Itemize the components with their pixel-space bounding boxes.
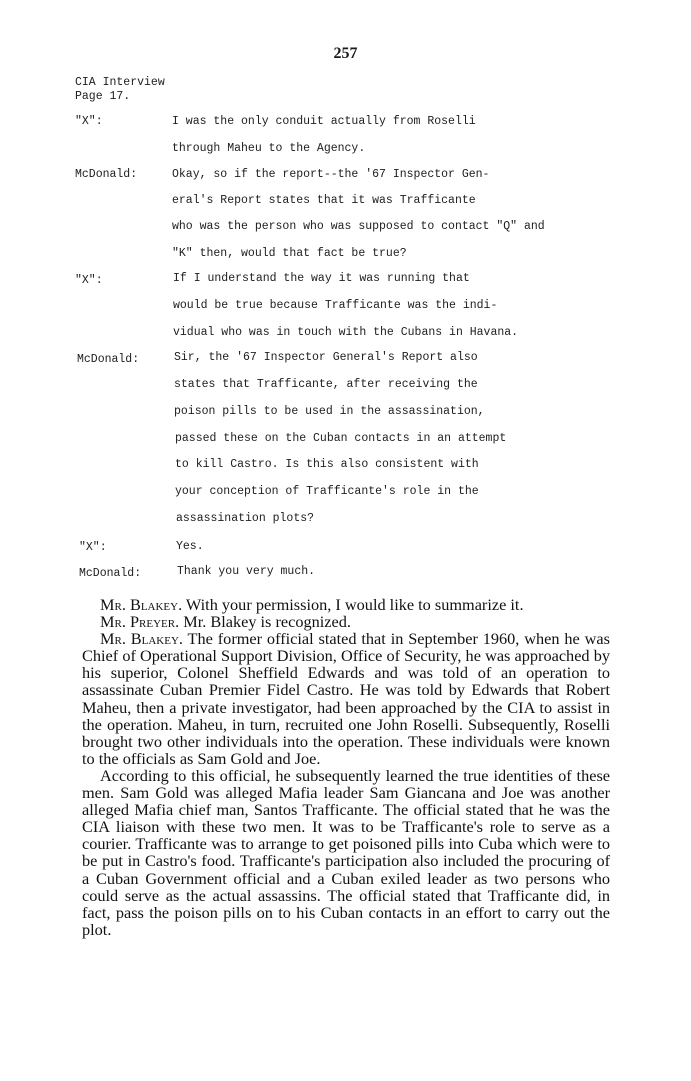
header-title: CIA Interview — [75, 76, 165, 89]
transcript-line: I was the only conduit actually from Roselli — [172, 115, 476, 128]
transcript-line: Thank you very much. — [177, 565, 316, 578]
transcript-line: passed these on the Cuban contacts in an attempt — [175, 432, 507, 445]
speaker-label: "X": — [79, 541, 107, 554]
transcript-line: Yes. — [176, 540, 204, 553]
summary-paragraph — [82, 630, 610, 767]
transcript-line: assassination plots? — [176, 512, 315, 525]
transcript-line: If I understand the way it was running that — [173, 272, 470, 285]
transcript-line: through Maheu to the Agency. — [172, 142, 366, 155]
speaker-label: McDonald: — [77, 353, 140, 366]
transcript-line: vidual who was in touch with the Cubans in Havana. — [173, 326, 519, 339]
summary-paragraph — [82, 596, 610, 613]
document-header — [75, 76, 165, 104]
speaker-label: McDonald: — [79, 567, 142, 580]
transcript-line: your conception of Trafficante's role in the — [175, 485, 479, 498]
transcript-line: eral's Report states that it was Trafficante — [172, 194, 476, 207]
transcript-line: states that Trafficante, after receiving the — [174, 378, 478, 391]
speaker-label: McDonald: — [75, 168, 138, 181]
summary-paragraph — [82, 767, 610, 938]
speaker-name: Mr. Preyer. — [100, 612, 180, 632]
transcript-line: to kill Castro. Is this also consistent with — [175, 458, 479, 471]
transcript-line: "K" then, would that fact be true? — [172, 247, 407, 260]
paragraph-text: According to this official, he subsequently learned the true identities of these men. Sam Gold was alleged Mafia leader Sam Giancana and Joe was another alleged Mafia chief man, Santos Trafficante. The official stated that he was the CIA liaison with these two men. It was to be Trafficante's role to serve as a courier. Trafficante was to arrange to get poisoned pills into Cuba which were to be put in Castro's food. Trafficante's participation also included the procuring of a Cuban Government official and a Cuban exiled leader as two persons who could serve as the actual assassins. The official stated that Trafficante did, in fact, pass the poison pills on to his Cuban contacts in an effort to carry out the plot. — [82, 765, 610, 939]
summary-paragraph — [82, 613, 610, 630]
transcript-line: poison pills to be used in the assassination, — [174, 405, 485, 418]
transcript-line: Okay, so if the report--the '67 Inspector Gen- — [172, 168, 490, 181]
header-page-ref: Page 17. — [75, 90, 131, 103]
paragraph-text: Mr. Blakey is recognized. — [179, 612, 351, 632]
speaker-label: "X": — [75, 115, 103, 128]
paragraph-text: The former official stated that in September 1960, when he was Chief of Operational Support Division, Office of Security, he was approached by his superior, Colonel Sheffield Edwards and was told of an operation to assassinate Cuban Premier Fidel Castro. He was told by Edwards that Robert Maheu, then a private investigator, had been approached by the CIA to assist in the operation. Maheu, in turn, recruited one John Roselli. Subsequently, Roselli brought two other individuals into the operation. These individuals were known to the officials as Sam Gold and Joe. — [82, 629, 610, 768]
transcript-line: who was the person who was supposed to contact "Q" and — [172, 220, 545, 233]
page-number: 257 — [333, 45, 358, 62]
transcript-line: would be true because Trafficante was the indi- — [173, 299, 498, 312]
speaker-label: "X": — [75, 274, 103, 287]
speaker-name: Mr. Blakey. — [100, 629, 183, 649]
transcript-line: Sir, the '67 Inspector General's Report also — [174, 351, 478, 364]
hearing-summary — [82, 596, 610, 938]
speaker-name: Mr. Blakey. — [100, 595, 183, 614]
paragraph-text: With your permission, I would like to summarize it. — [182, 595, 524, 614]
